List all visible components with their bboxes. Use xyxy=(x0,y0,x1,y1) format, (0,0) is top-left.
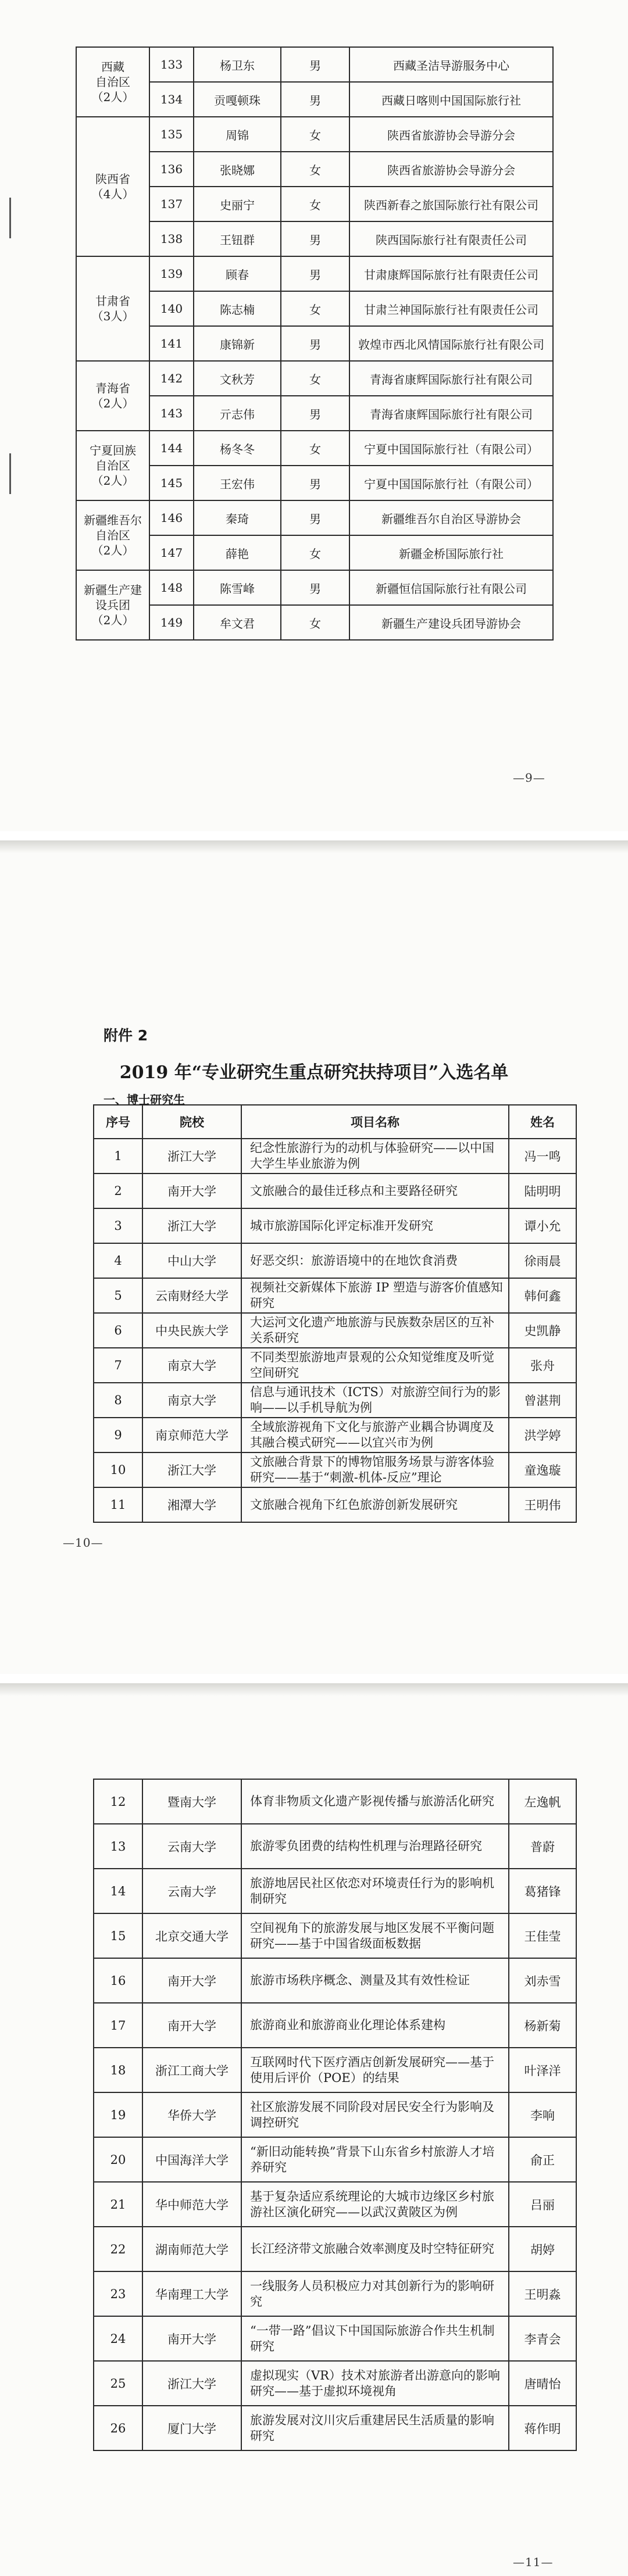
number-cell: 16 xyxy=(94,1958,142,2003)
name-cell: 顾春 xyxy=(194,256,281,291)
number-cell: 24 xyxy=(94,2316,142,2361)
number-cell: 8 xyxy=(94,1383,142,1418)
name-cell: 史丽宁 xyxy=(194,187,281,221)
table-row xyxy=(76,256,553,291)
table-row xyxy=(76,500,553,535)
student-name-cell: 葛猪锋 xyxy=(509,1869,576,1913)
table-row xyxy=(94,1824,576,1869)
student-name-cell: 刘赤雪 xyxy=(509,1958,576,2003)
table-row xyxy=(94,1173,576,1208)
number-cell: 18 xyxy=(94,2048,142,2092)
student-name-cell: 徐雨晨 xyxy=(509,1243,576,1278)
table-row xyxy=(76,361,553,396)
number-cell: 3 xyxy=(94,1208,142,1243)
project-cell: 全域旅游视角下文化与旅游产业耦合协调度及其融合模式研究——以宜兴市为例 xyxy=(241,1418,509,1452)
organization-cell: 新疆恒信国际旅行社有限公司 xyxy=(349,570,553,605)
name-cell: 陈志楠 xyxy=(194,291,281,326)
number-cell: 15 xyxy=(94,1913,142,1958)
school-cell: 中国海洋大学 xyxy=(142,2137,241,2182)
number-cell: 17 xyxy=(94,2003,142,2048)
table-row xyxy=(94,1869,576,1913)
number-cell: 137 xyxy=(149,187,194,221)
name-cell: 陈雪峰 xyxy=(194,570,281,605)
region-cell: 甘肃省 （3人） xyxy=(76,256,149,361)
gender-cell: 女 xyxy=(281,187,349,221)
student-name-cell: 胡婷 xyxy=(509,2227,576,2271)
table-row xyxy=(94,2316,576,2361)
project-cell: 旅游市场秩序概念、测量及其有效性检证 xyxy=(241,1958,509,2003)
student-name-cell: 张舟 xyxy=(509,1348,576,1383)
gender-cell: 女 xyxy=(281,291,349,326)
project-cell: 不同类型旅游地声景观的公众知觉维度及听觉空间研究 xyxy=(241,1348,509,1383)
student-name-cell: 俞正 xyxy=(509,2137,576,2182)
project-cell: 体育非物质文化遗产影视传播与旅游活化研究 xyxy=(241,1779,509,1824)
organization-cell: 新疆维吾尔自治区导游协会 xyxy=(349,500,553,535)
header-project: 项目名称 xyxy=(241,1105,509,1139)
project-cell: 好恶交织：旅游语境中的在地饮食消费 xyxy=(241,1243,509,1278)
number-cell: 149 xyxy=(149,605,194,640)
project-cell: 城市旅游国际化评定标准开发研究 xyxy=(241,1208,509,1243)
section-heading: 一、博士研究生 xyxy=(104,1093,185,1107)
school-cell: 云南大学 xyxy=(142,1869,241,1913)
number-cell: 22 xyxy=(94,2227,142,2271)
organization-cell: 新疆生产建设兵团导游协会 xyxy=(349,605,553,640)
school-cell: 南京大学 xyxy=(142,1383,241,1418)
organization-cell: 宁夏中国国际旅行社（有限公司） xyxy=(349,466,553,500)
table-row xyxy=(94,2271,576,2316)
table-row xyxy=(94,1452,576,1487)
student-name-cell: 王明伟 xyxy=(509,1487,576,1522)
number-cell: 138 xyxy=(149,221,194,256)
student-name-cell: 史凯静 xyxy=(509,1313,576,1348)
student-name-cell: 蒋作明 xyxy=(509,2406,576,2450)
table-row xyxy=(94,2361,576,2406)
student-name-cell: 韩何鑫 xyxy=(509,1278,576,1313)
name-cell: 王宏伟 xyxy=(194,466,281,500)
school-cell: 南开大学 xyxy=(142,1173,241,1208)
school-cell: 中山大学 xyxy=(142,1243,241,1278)
student-name-cell: 普蔚 xyxy=(509,1824,576,1869)
number-cell: 9 xyxy=(94,1418,142,1452)
student-name-cell: 冯一鸣 xyxy=(509,1139,576,1173)
header-school: 院校 xyxy=(142,1105,241,1139)
number-cell: 21 xyxy=(94,2182,142,2227)
project-cell: “新旧动能转换”背景下山东省乡村旅游人才培养研究 xyxy=(241,2137,509,2182)
number-cell: 146 xyxy=(149,500,194,535)
number-cell: 140 xyxy=(149,291,194,326)
name-cell: 杨卫东 xyxy=(194,47,281,82)
project-table-continued xyxy=(93,1779,577,2451)
number-cell: 6 xyxy=(94,1313,142,1348)
gender-cell: 男 xyxy=(281,47,349,82)
student-name-cell: 谭小允 xyxy=(509,1208,576,1243)
organization-cell: 陕西新春之旅国际旅行社有限公司 xyxy=(349,187,553,221)
project-cell: 旅游零负团费的结构性机理与治理路径研究 xyxy=(241,1824,509,1869)
gender-cell: 男 xyxy=(281,221,349,256)
gender-cell: 女 xyxy=(281,535,349,570)
organization-cell: 敦煌市西北风情国际旅行社有限公司 xyxy=(349,326,553,361)
page-number: —11— xyxy=(513,2555,554,2569)
table-row xyxy=(94,2137,576,2182)
name-cell: 秦琦 xyxy=(194,500,281,535)
number-cell: 4 xyxy=(94,1243,142,1278)
table-row xyxy=(94,1487,576,1522)
school-cell: 湘潭大学 xyxy=(142,1487,241,1522)
table-row xyxy=(94,1313,576,1348)
project-cell: 一线服务人员积极应力对其创新行为的影响研究 xyxy=(241,2271,509,2316)
project-cell: 旅游地居民社区依恋对环境责任行为的影响机制研究 xyxy=(241,1869,509,1913)
school-cell: 南开大学 xyxy=(142,2003,241,2048)
number-cell: 143 xyxy=(149,396,194,431)
table-row xyxy=(94,2003,576,2048)
number-cell: 14 xyxy=(94,1869,142,1913)
number-cell: 142 xyxy=(149,361,194,396)
organization-cell: 陕西省旅游协会导游分会 xyxy=(349,152,553,187)
school-cell: 北京交通大学 xyxy=(142,1913,241,1958)
student-name-cell: 洪学婷 xyxy=(509,1418,576,1452)
page-gap xyxy=(0,1674,628,1683)
table-row xyxy=(76,431,553,466)
number-cell: 5 xyxy=(94,1278,142,1313)
student-name-cell: 左逸帆 xyxy=(509,1779,576,1824)
name-cell: 杨冬冬 xyxy=(194,431,281,466)
student-name-cell: 杨新菊 xyxy=(509,2003,576,2048)
school-cell: 华南理工大学 xyxy=(142,2271,241,2316)
organization-cell: 甘肃兰神国际旅行社有限责任公司 xyxy=(349,291,553,326)
project-cell: 文旅融合的最佳迁移点和主要路径研究 xyxy=(241,1173,509,1208)
organization-cell: 西藏日喀则中国国际旅行社 xyxy=(349,82,553,117)
project-cell: 虚拟现实（VR）技术对旅游者出游意向的影响研究——基于虚拟环境视角 xyxy=(241,2361,509,2406)
name-cell: 张晓娜 xyxy=(194,152,281,187)
region-cell: 新疆维吾尔 自治区 （2人） xyxy=(76,500,149,570)
number-cell: 25 xyxy=(94,2361,142,2406)
header-no: 序号 xyxy=(94,1105,142,1139)
table-row xyxy=(94,2182,576,2227)
number-cell: 136 xyxy=(149,152,194,187)
student-name-cell: 唐晴怡 xyxy=(509,2361,576,2406)
number-cell: 147 xyxy=(149,535,194,570)
school-cell: 南京师范大学 xyxy=(142,1418,241,1452)
gender-cell: 女 xyxy=(281,431,349,466)
binding-mark xyxy=(9,453,11,494)
page-edge-shadow xyxy=(0,1683,628,1696)
school-cell: 湖南师范大学 xyxy=(142,2227,241,2271)
student-name-cell: 李青会 xyxy=(509,2316,576,2361)
number-cell: 133 xyxy=(149,47,194,82)
student-name-cell: 王明淼 xyxy=(509,2271,576,2316)
number-cell: 23 xyxy=(94,2271,142,2316)
name-cell: 王钮群 xyxy=(194,221,281,256)
organization-cell: 西藏圣洁导游服务中心 xyxy=(349,47,553,82)
region-cell: 青海省 （2人） xyxy=(76,361,149,431)
region-cell: 陕西省 （4人） xyxy=(76,117,149,256)
student-name-cell: 王佳莹 xyxy=(509,1913,576,1958)
number-cell: 134 xyxy=(149,82,194,117)
gender-cell: 女 xyxy=(281,152,349,187)
project-cell: 互联网时代下医疗酒店创新发展研究——基于使用后评价（POE）的结果 xyxy=(241,2048,509,2092)
gender-cell: 女 xyxy=(281,117,349,152)
table-row xyxy=(94,2048,576,2092)
school-cell: 南京大学 xyxy=(142,1348,241,1383)
school-cell: 南开大学 xyxy=(142,1958,241,2003)
gender-cell: 女 xyxy=(281,605,349,640)
organization-cell: 甘肃康辉国际旅行社有限责任公司 xyxy=(349,256,553,291)
organization-cell: 宁夏中国国际旅行社（有限公司） xyxy=(349,431,553,466)
name-cell: 薛艳 xyxy=(194,535,281,570)
region-cell: 西藏 自治区 （2人） xyxy=(76,47,149,117)
number-cell: 139 xyxy=(149,256,194,291)
number-cell: 11 xyxy=(94,1487,142,1522)
gender-cell: 男 xyxy=(281,326,349,361)
table-row xyxy=(94,2406,576,2450)
project-cell: 文旅融合视角下红色旅游创新发展研究 xyxy=(241,1487,509,1522)
number-cell: 144 xyxy=(149,431,194,466)
student-name-cell: 童逸璇 xyxy=(509,1452,576,1487)
tour-guide-table xyxy=(76,46,554,641)
organization-cell: 青海省康辉国际旅行社有限公司 xyxy=(349,361,553,396)
table-row xyxy=(94,1383,576,1418)
name-cell: 康锦新 xyxy=(194,326,281,361)
annex-label: 附件 2 xyxy=(104,1027,148,1044)
gender-cell: 男 xyxy=(281,256,349,291)
school-cell: 浙江大学 xyxy=(142,2361,241,2406)
name-cell: 贡嘎顿珠 xyxy=(194,82,281,117)
table-row xyxy=(94,1958,576,2003)
school-cell: 云南财经大学 xyxy=(142,1278,241,1313)
school-cell: 浙江大学 xyxy=(142,1452,241,1487)
page-title: 2019 年“专业研究生重点研究扶持项目”入选名单 xyxy=(119,1062,509,1083)
number-cell: 10 xyxy=(94,1452,142,1487)
page-number: —10— xyxy=(63,1536,104,1550)
name-cell: 文秋芳 xyxy=(194,361,281,396)
organization-cell: 陕西国际旅行社有限责任公司 xyxy=(349,221,553,256)
table-row xyxy=(94,1139,576,1173)
student-name-cell: 曾湛荆 xyxy=(509,1383,576,1418)
table-row xyxy=(94,1779,576,1824)
gender-cell: 女 xyxy=(281,361,349,396)
page-10 xyxy=(0,840,628,1674)
school-cell: 华侨大学 xyxy=(142,2092,241,2137)
gender-cell: 男 xyxy=(281,500,349,535)
table-row xyxy=(76,47,553,82)
number-cell: 12 xyxy=(94,1779,142,1824)
school-cell: 华中师范大学 xyxy=(142,2182,241,2227)
name-cell: 周锦 xyxy=(194,117,281,152)
region-cell: 新疆生产建 设兵团 （2人） xyxy=(76,570,149,640)
region-cell: 宁夏回族 自治区 （2人） xyxy=(76,431,149,500)
project-cell: 空间视角下的旅游发展与地区发展不平衡问题研究——基于中国省级面板数据 xyxy=(241,1913,509,1958)
school-cell: 浙江大学 xyxy=(142,1208,241,1243)
project-cell: 信息与通讯技术（ICTS）对旅游空间行为的影响——以手机导航为例 xyxy=(241,1383,509,1418)
number-cell: 1 xyxy=(94,1139,142,1173)
project-cell: 大运河文化遗产地旅游与民族数杂居区的互补关系研究 xyxy=(241,1313,509,1348)
student-name-cell: 陆明明 xyxy=(509,1173,576,1208)
project-table xyxy=(93,1104,577,1523)
number-cell: 135 xyxy=(149,117,194,152)
number-cell: 145 xyxy=(149,466,194,500)
number-cell: 26 xyxy=(94,2406,142,2450)
gender-cell: 男 xyxy=(281,82,349,117)
project-cell: 视频社交新媒体下旅游 IP 塑造与游客价值感知研究 xyxy=(241,1278,509,1313)
school-cell: 厦门大学 xyxy=(142,2406,241,2450)
school-cell: 南开大学 xyxy=(142,2316,241,2361)
number-cell: 141 xyxy=(149,326,194,361)
table-row xyxy=(94,1243,576,1278)
school-cell: 暨南大学 xyxy=(142,1779,241,1824)
table-row xyxy=(94,1913,576,1958)
school-cell: 云南大学 xyxy=(142,1824,241,1869)
organization-cell: 陕西省旅游协会导游分会 xyxy=(349,117,553,152)
table-row xyxy=(94,1418,576,1452)
page-edge-shadow xyxy=(0,840,628,853)
page-number: —9— xyxy=(513,771,545,785)
table-row xyxy=(94,1348,576,1383)
table-row xyxy=(94,2092,576,2137)
number-cell: 148 xyxy=(149,570,194,605)
number-cell: 20 xyxy=(94,2137,142,2182)
project-cell: 社区旅游发展不同阶段对居民安全行为影响及调控研究 xyxy=(241,2092,509,2137)
number-cell: 2 xyxy=(94,1173,142,1208)
organization-cell: 青海省康辉国际旅行社有限公司 xyxy=(349,396,553,431)
gender-cell: 男 xyxy=(281,570,349,605)
name-cell: 亓志伟 xyxy=(194,396,281,431)
page-11 xyxy=(0,1683,628,2576)
header-name: 姓名 xyxy=(509,1105,576,1139)
gender-cell: 男 xyxy=(281,396,349,431)
student-name-cell: 李响 xyxy=(509,2092,576,2137)
number-cell: 13 xyxy=(94,1824,142,1869)
page-9 xyxy=(0,0,628,831)
project-cell: 长江经济带文旅融合效率测度及时空特征研究 xyxy=(241,2227,509,2271)
table-row xyxy=(76,117,553,152)
project-cell: “一带一路”倡议下中国国际旅游合作共生机制研究 xyxy=(241,2316,509,2361)
number-cell: 19 xyxy=(94,2092,142,2137)
organization-cell: 新疆金桥国际旅行社 xyxy=(349,535,553,570)
project-cell: 文旅融合背景下的博物馆服务场景与游客体验研究——基于“刺激-机体-反应”理论 xyxy=(241,1452,509,1487)
project-cell: 旅游商业和旅游商业化理论体系建构 xyxy=(241,2003,509,2048)
page-gap xyxy=(0,831,628,840)
gender-cell: 男 xyxy=(281,466,349,500)
project-cell: 旅游发展对汶川灾后重建居民生活质量的影响研究 xyxy=(241,2406,509,2450)
project-cell: 纪念性旅游行为的动机与体验研究——以中国大学生毕业旅游为例 xyxy=(241,1139,509,1173)
table-row xyxy=(76,570,553,605)
school-cell: 中央民族大学 xyxy=(142,1313,241,1348)
table-row xyxy=(94,1278,576,1313)
number-cell: 7 xyxy=(94,1348,142,1383)
table-row xyxy=(94,1208,576,1243)
binding-mark xyxy=(9,198,11,238)
school-cell: 浙江工商大学 xyxy=(142,2048,241,2092)
name-cell: 牟文君 xyxy=(194,605,281,640)
table-row xyxy=(94,2227,576,2271)
school-cell: 浙江大学 xyxy=(142,1139,241,1173)
student-name-cell: 叶泽洋 xyxy=(509,2048,576,2092)
student-name-cell: 吕丽 xyxy=(509,2182,576,2227)
project-cell: 基于复杂适应系统理论的大城市边缘区乡村旅游社区演化研究——以武汉黄陂区为例 xyxy=(241,2182,509,2227)
